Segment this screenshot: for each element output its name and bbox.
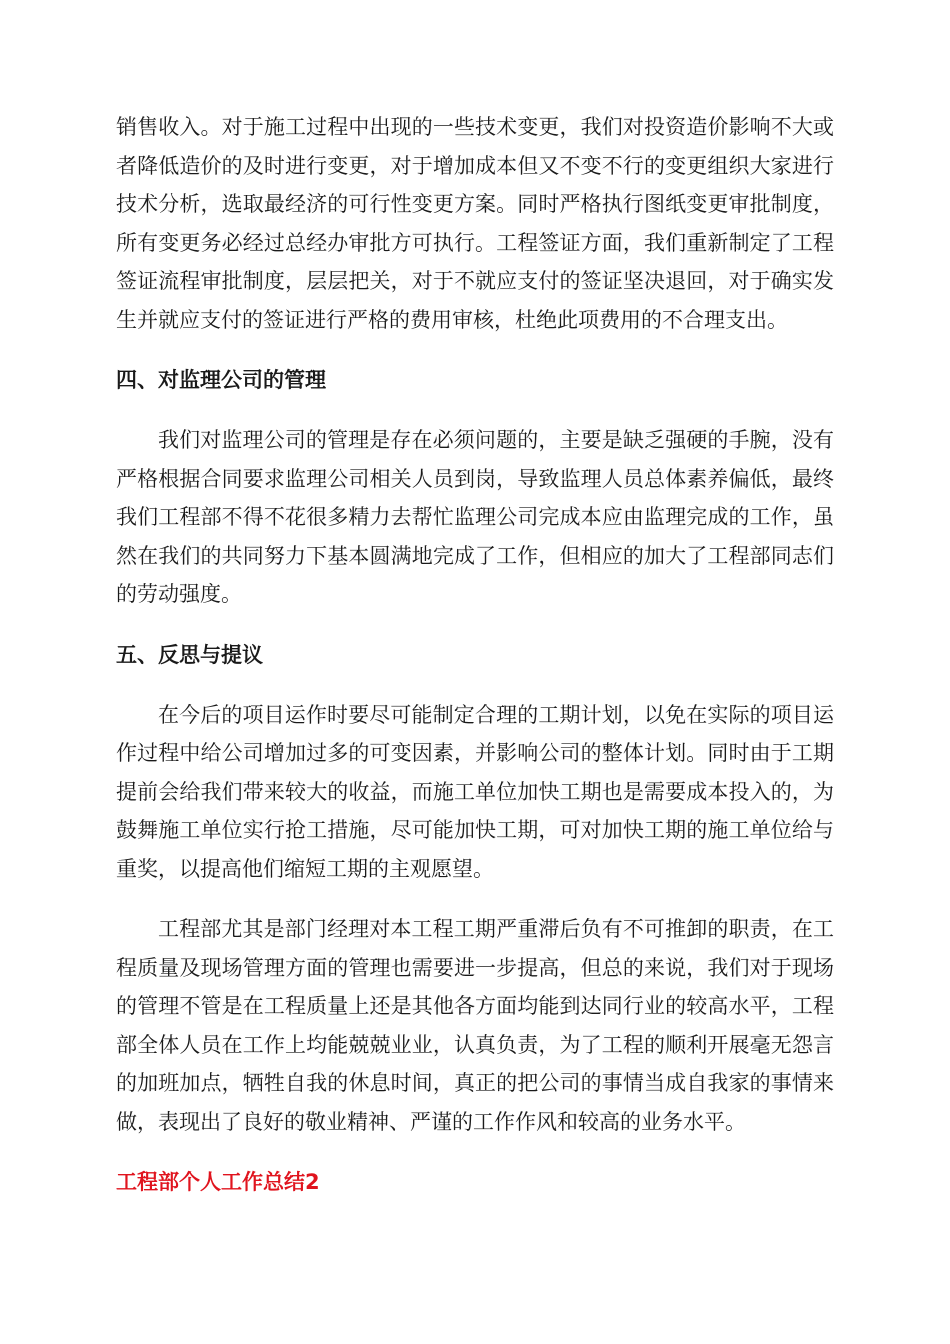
- section-5-paragraph-2: 工程部尤其是部门经理对本工程工期严重滞后负有不可推卸的职责，在工程质量及现场管理方面的管理也需要进一步提高，但总的来说，我们对于现场的管理不管是在工程质量上还是其他各方面均能到达同行业的较高水平，工程部全体人员在工作上均能兢兢业业，认真负责，为了工程的顺利开展毫无怨言的加班加点，牺牲自我的休息时间，真正的把公司的事情当成自我家的事情来做，表现出了良好的敬业精神、严谨的工作作风和较高的业务水平。: [116, 917, 834, 1134]
- section-5-paragraph-1: 在今后的项目运作时要尽可能制定合理的工期计划，以免在实际的项目运作过程中给公司增加过多的可变因素，并影响公司的整体计划。同时由于工期提前会给我们带来较大的收益，而施工单位加快工期也是需要成本投入的，为鼓舞施工单位实行抢工措施，尽可能加快工期，可对加快工期的施工单位给与重奖，以提高他们缩短工期的主观愿望。: [116, 702, 834, 881]
- document-page: [116, 108, 834, 1223]
- section-heading-4: 四、对监理公司的管理: [116, 368, 326, 392]
- next-summary-title: 工程部个人工作总结2: [116, 1170, 320, 1194]
- section-4-paragraph: 我们对监理公司的管理是存在必须问题的，主要是缺乏强硬的手腕，没有严格根据合同要求监理公司相关人员到岗，导致监理人员总体素养偏低，最终我们工程部不得不花很多精力去帮忙监理公司完成本应由监理完成的工作，虽然在我们的共同努力下基本圆满地完成了工作，但相应的加大了工程部同志们的劳动强度。: [116, 428, 834, 606]
- section-heading-5: 五、反思与提议: [116, 642, 263, 667]
- paragraph-continued: 销售收入。对于施工过程中出现的一些技术变更，我们对投资造价影响不大或者降低造价的及时进行变更，对于增加成本但又不变不行的变更组织大家进行技术分析，选取最经济的可行性变更方案。同时严格执行图纸变更审批制度，所有变更务必经过总经办审批方可执行。工程签证方面，我们重新制定了工程签证流程审批制度，层层把关，对于不就应支付的签证坚决退回，对于确实发生并就应支付的签证进行严格的费用审核，杜绝此项费用的不合理支出。: [116, 115, 834, 332]
